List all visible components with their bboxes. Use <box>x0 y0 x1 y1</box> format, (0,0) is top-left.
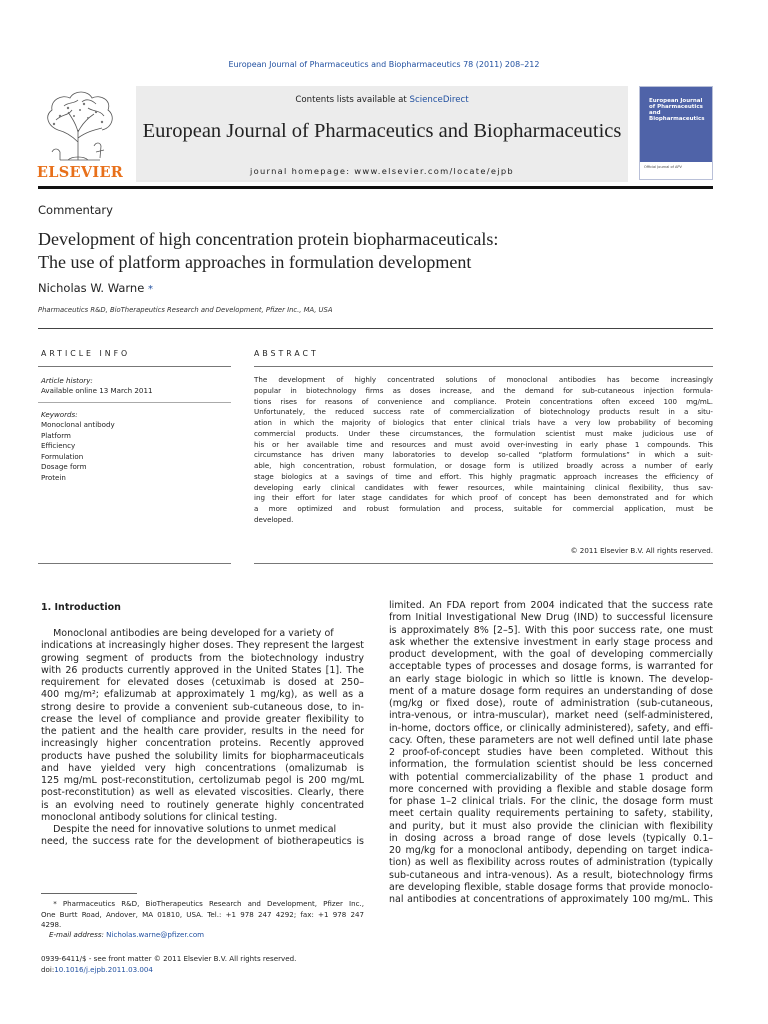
keywords-label: Keywords: <box>41 410 78 419</box>
abstract-line: ing their effort for later stage candidates for which proof of concept has been demonstrated and for which <box>254 493 713 503</box>
journal-title: European Journal of Pharmaceutics and Biopharmaceutics <box>142 120 622 142</box>
header-divider <box>38 186 713 189</box>
abstract-line: The development of highly concentrated solutions of monoclonal antibodies has become increasingly <box>254 375 713 384</box>
abstract-line: commercial products. Under these circumstances, the formulation scientist must make judicious use of <box>254 428 713 438</box>
contents-line <box>136 95 628 105</box>
body-line: and purity, but it must also provide the clinician with flexibility <box>389 820 713 832</box>
front-matter <box>41 954 296 975</box>
history-value: Available online 13 March 2011 <box>41 386 153 395</box>
doi-prefix: doi: <box>41 964 55 974</box>
body-line: with 26 products currently approved in the United States [1]. The <box>41 664 364 676</box>
body-line: the patient and the health care provider, results in the need for <box>41 726 364 737</box>
article-type: Commentary <box>38 203 113 217</box>
abstract-line: able, high concentration, robust formulation, or dosage form is utilized broadly across a number of early <box>254 461 713 470</box>
keyword: Platform <box>41 430 71 440</box>
body-line: is approximately 8% [2–5]. With this poor success rate, one must <box>389 624 713 636</box>
body-line: growing segment of products from the biotechnology industry <box>41 652 364 664</box>
article-info-heading: ARTICLE INFO <box>41 349 131 358</box>
body-line: ment of a mature dosage form requires an understanding of dose <box>389 685 713 697</box>
article-info-rule <box>38 366 231 367</box>
keywords-list <box>41 420 221 483</box>
journal-homepage-link[interactable]: journal homepage: www.elsevier.com/locate/ejpb <box>250 166 514 176</box>
elsevier-wordmark: ELSEVIER <box>36 164 124 181</box>
cover-footer-text: Official Journal of APV <box>644 165 682 169</box>
body-line: monoclonal antibody solutions for clinical testing. <box>41 811 278 823</box>
body-line: product development, with the goal of developing commercially <box>389 649 713 660</box>
body-line: need, the success rate for the development of biotherapeutics is <box>41 836 364 848</box>
article-title <box>38 228 713 274</box>
footnote-line: 4298. <box>41 920 62 929</box>
body-line: an early stage biologic in which so little is known. The develop- <box>389 673 713 685</box>
body-line: ask whether the extensive investment in early stage process and <box>389 636 713 648</box>
body-line: strong desire to provide a convenient sub-cutaneous dose, to in- <box>41 701 364 713</box>
body-line: more concerned with providing a flexible and stable dosage form <box>389 783 713 795</box>
abstract-line: developing early clinical candidates with fewer resources, while maintaining clinical flexibility, thus sav- <box>254 482 713 492</box>
journal-citation[interactable]: European Journal of Pharmaceutics and Biopharmaceutics 78 (2011) 208–212 <box>228 60 540 69</box>
body-line: (mg/kg or fixed dose), route of administration (sub-cutaneous, <box>389 698 713 709</box>
body-line: acceptable types of processes and dosage forms, is warranted for <box>389 661 713 673</box>
abstract-heading: ABSTRACT <box>254 349 319 358</box>
keyword: Monoclonal antibody <box>41 420 115 429</box>
body-line: requirement for elevated doses (cetuximab is dosed at 250– <box>41 677 364 688</box>
footnote-line: One Burtt Road, Andover, MA 01810, USA. Tel.: +1 978 247 4292; fax: +1 978 247 <box>41 909 364 919</box>
footnote-line: * Pharmaceutics R&D, BioTherapeutics Research and Development, Pfizer Inc., <box>41 899 364 908</box>
body-line: cacy. Often, these parameters are not well defined until late phase <box>389 734 713 746</box>
history-label: Article history: <box>41 376 93 385</box>
contents-prefix: Contents lists available at <box>295 95 410 105</box>
body-line: are developing flexible, stable dosage forms that provide monoclo- <box>389 881 713 893</box>
email-label: E-mail address: <box>49 930 107 939</box>
title-line-2: The use of platform approaches in formulation development <box>38 252 472 272</box>
body-line: indications at increasingly higher doses. They represent the largest <box>41 640 364 652</box>
abstract-line: popular in biotechnology firms as doses increase, and the demand for sub-cutaneous injection formula- <box>254 385 713 395</box>
doi-line <box>41 965 296 976</box>
body-line: post-reconstitution) as well as elevated viscosities. Clearly, there <box>41 787 364 799</box>
abstract-line: ation in which the majority of biologics that enter clinical trials have a very low probability of becoming <box>254 418 713 427</box>
affiliation: Pharmaceutics R&D, BioTherapeutics Research and Development, Pfizer Inc., MA, USA <box>38 306 333 314</box>
body-line: meet certain quality requirements pertaining to safety, stability, <box>389 808 713 820</box>
keyword: Dosage form <box>41 462 87 471</box>
title-divider <box>38 328 713 329</box>
body-line: nal antibodies at concentrations of approximately 100 mg/mL. This <box>389 894 713 905</box>
email-link[interactable]: Nicholas.warne@pfizer.com <box>106 930 205 939</box>
cover-title: European Journal of Pharmaceutics and Biopharmaceutics <box>649 98 705 122</box>
body-line: sub-cutaneous and intra-venous). As a result, biotechnology firms <box>389 869 713 881</box>
body-line: is an evolving need to routinely generate highly concentrated <box>41 799 364 811</box>
abstract-text <box>254 375 713 526</box>
body-line: in dosing across a broad range of dose levels (typically 0.1– <box>389 832 713 844</box>
body-column-right <box>389 600 713 906</box>
body-line: intra-venous, or intra-muscular), market need (self-administered, <box>389 710 713 722</box>
footnote-rule <box>41 893 137 894</box>
body-line: tion) as well as flexibility across routes of administration (typically <box>389 857 713 869</box>
abstract-line: developed. <box>254 514 294 524</box>
body-line: information, the formulation scientist should be less concerned <box>389 759 713 771</box>
body-line: in-home, doctors office, or clinically administered), safety, and effi- <box>389 722 713 734</box>
body-line: Despite the need for innovative solutions to unmet medical <box>41 824 337 835</box>
sciencedirect-link[interactable]: ScienceDirect <box>409 95 469 105</box>
body-line: 400 mg/m²; efalizumab at approximately 1 mg/kg), as well as a <box>41 689 364 701</box>
body-column-left <box>41 628 364 849</box>
abstract-line: circumstance has driven many laboratories to develop so-called “platform formulations” in which a suit- <box>254 450 713 460</box>
abstract-line: Unfortunately, the reduced success rate of commercialization of biotechnology products result in a situ- <box>254 407 713 417</box>
body-line: 2 proof-of-concept studies have been completed. Without this <box>389 747 713 758</box>
article-info-inner-rule <box>38 402 231 403</box>
body-line: 125 mg/mL post-reconstitution, certolizumab pegol is 200 mg/mL <box>41 775 364 786</box>
body-line: with potential commercializability of the phase 1 product and <box>389 771 713 783</box>
body-line: and have yielded very high concentrations (omalizumab is <box>41 762 364 774</box>
keyword: Protein <box>41 472 66 482</box>
author-name: Nicholas W. Warne <box>38 281 145 295</box>
author-footnote-link[interactable]: * <box>147 284 153 295</box>
author-line <box>38 281 153 295</box>
title-line-1: Development of high concentration protein biopharmaceuticals: <box>38 229 499 249</box>
email-line <box>49 930 204 939</box>
keyword: Formulation <box>41 451 84 461</box>
abstract-rule <box>254 366 713 367</box>
body-line: Monoclonal antibodies are being developed for a variety of <box>41 628 334 639</box>
body-line: 20 mg/kg for a monoclonal antibody, depending on target indica- <box>389 845 713 856</box>
article-info-bottom-rule <box>38 563 231 564</box>
body-line: for phase 1–2 clinical trials. For the clinic, the dosage form must <box>389 796 713 807</box>
abstract-line: stage biologics at a savings of time and effort. This highly pragmatic approach increases the efficiency of <box>254 471 713 481</box>
doi-link[interactable]: 10.1016/j.ejpb.2011.03.004 <box>54 964 153 974</box>
keyword: Efficiency <box>41 441 76 450</box>
body-line: crease the level of compliance and provide greater flexibility to <box>41 713 364 725</box>
section-heading: 1. Introduction <box>41 602 121 613</box>
abstract-copyright: © 2011 Elsevier B.V. All rights reserved. <box>570 546 713 555</box>
issn-line: 0939-6411/$ - see front matter © 2011 Elsevier B.V. All rights reserved. <box>41 954 297 963</box>
body-line: limited. An FDA report from 2004 indicated that the success rate <box>389 600 713 611</box>
body-line: increasingly higher concentration proteins. Recently approved <box>41 738 364 750</box>
abstract-bottom-rule <box>254 563 713 564</box>
body-line: products have pushed the solubility limits for biopharmaceuticals <box>41 750 364 762</box>
body-line: from Initial Investigational New Drug (IND) to successful licensure <box>389 612 713 624</box>
corresponding-author-footnote <box>41 899 364 931</box>
abstract-line: his or her available time and resources and must avoid over-investing in early phase 1 compounds. This <box>254 439 713 449</box>
abstract-line: a more optimized and robust formulation and process, suitable for commercial application, must be <box>254 504 713 513</box>
abstract-line: tions rises for reasons of convenience and compliance. Protein concentrations often exceed 100 mg/mL. <box>254 396 713 406</box>
